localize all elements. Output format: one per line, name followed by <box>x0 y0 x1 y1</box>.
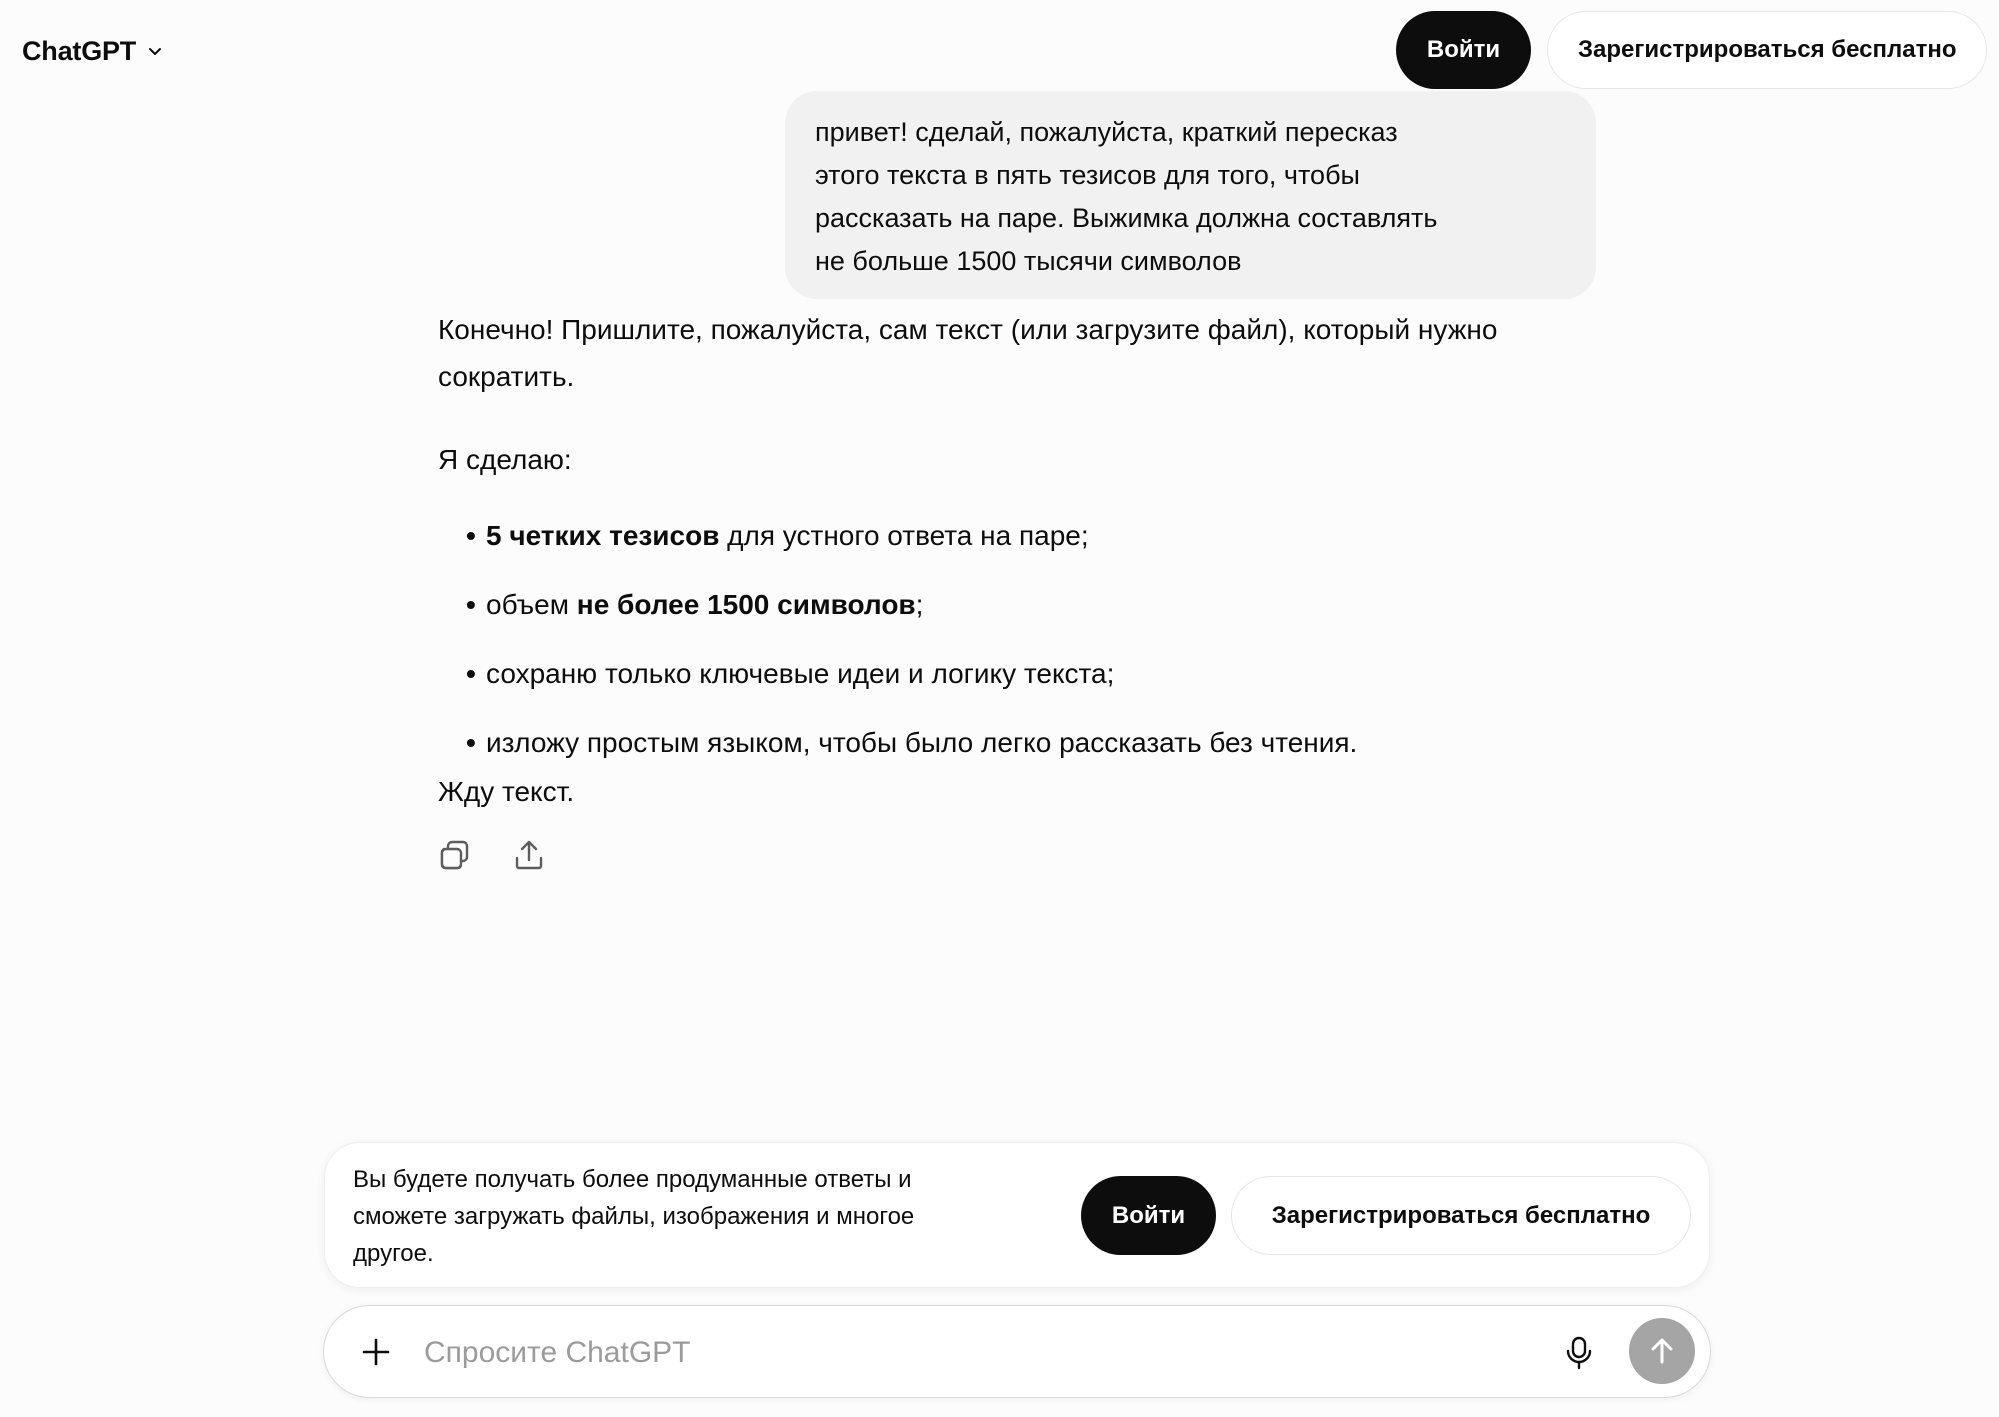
bullet-dot: • <box>466 589 476 620</box>
share-icon[interactable] <box>512 838 546 872</box>
assistant-lead: Я сделаю: <box>438 444 572 475</box>
header-login-button[interactable]: Войти <box>1396 11 1531 89</box>
chat-input[interactable] <box>422 1326 1446 1380</box>
copy-icon[interactable] <box>438 838 472 872</box>
microphone-icon[interactable] <box>1557 1331 1601 1375</box>
top-header <box>0 0 1999 100</box>
user-message-line: не больше 1500 тысячи символов <box>815 246 1242 276</box>
login-prompt-text: Вы будете получать более продуманные ответы и сможете загружать файлы, изображения и многое другое. <box>353 1166 915 1267</box>
bullet-dot: • <box>466 658 476 689</box>
arrow-up-icon <box>1647 1336 1677 1366</box>
bullet-item <box>466 719 1357 766</box>
model-switcher[interactable] <box>22 26 164 76</box>
assistant-message <box>438 306 1568 807</box>
bullet-bold: 5 четких тезисов <box>486 520 720 551</box>
login-prompt-card <box>324 1142 1710 1288</box>
assistant-intro: Конечно! Пришлите, пожалуйста, сам текст (или загрузите файл), который нужно сократить. <box>438 314 1498 392</box>
bullet-text: ; <box>915 589 924 620</box>
prompt-login-button[interactable]: Войти <box>1081 1176 1216 1255</box>
bullet-text: для устного ответа на паре; <box>719 520 1089 551</box>
user-message-line: рассказать на паре. Выжимка должна составлять <box>815 203 1438 233</box>
composer <box>323 1305 1711 1398</box>
bullet-bold: не более 1500 символов <box>576 589 916 620</box>
bullet-item <box>466 650 1114 697</box>
bullet-text: сохраню только ключевые идеи и логику текста; <box>486 658 1115 689</box>
user-message-bubble <box>785 91 1596 299</box>
chevron-down-icon <box>146 42 164 60</box>
bullet-dot: • <box>466 520 476 551</box>
bullet-dot: • <box>466 727 476 758</box>
bullet-text: объем <box>486 589 577 620</box>
header-signup-button[interactable]: Зарегистрироваться бесплатно <box>1547 11 1987 89</box>
plus-icon[interactable] <box>354 1330 398 1374</box>
bullet-item <box>466 512 1089 559</box>
model-name: ChatGPT <box>22 35 137 66</box>
assistant-outro: Жду текст. <box>438 776 575 807</box>
prompt-signup-button[interactable]: Зарегистрироваться бесплатно <box>1231 1176 1691 1255</box>
user-message-line: этого текста в пять тезисов для того, чтобы <box>815 160 1360 190</box>
message-actions <box>438 838 546 872</box>
user-message-line: привет! сделай, пожалуйста, краткий пересказ <box>815 117 1398 147</box>
bullet-text: изложу простым языком, чтобы было легко рассказать без чтения. <box>486 727 1358 758</box>
bullet-item <box>466 581 923 628</box>
send-button[interactable] <box>1629 1318 1695 1384</box>
